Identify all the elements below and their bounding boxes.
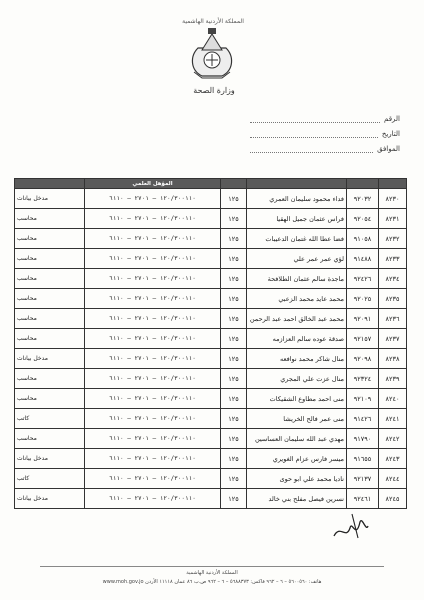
cell-grade: ١٢٥ — [221, 249, 247, 269]
cell-name: منى عمر فالح الخريشا — [247, 409, 347, 429]
cell-seq: ٨٢٣٥ — [379, 289, 407, 309]
table-row — [15, 349, 407, 369]
cell-seq: ٨٢٣٦ — [379, 309, 407, 329]
table-row — [15, 489, 407, 509]
cell-code: ٩٢٣٢٤ — [347, 369, 379, 389]
cell-code: ٩٢٠٣٢ — [347, 189, 379, 209]
date-label: التاريخ — [381, 130, 400, 138]
cell-grade: ١٢٥ — [221, 409, 247, 429]
cell-name: صدقة عوده سالم العزازمه — [247, 329, 347, 349]
table-row — [15, 189, 407, 209]
cell-seq: ٨٢٤١ — [379, 409, 407, 429]
cell-name: منال شاكر محمد نوافعه — [247, 349, 347, 369]
cell-account: ١٢٠/٣٠٠١١٠ – ٢٧٠١ – ٦١١٠ — [85, 469, 221, 489]
cell-account: ١٢٠/٣٠٠١١٠ – ٢٧٠١ – ٦١١٠ — [85, 489, 221, 509]
cell-grade: ١٢٥ — [221, 429, 247, 449]
cell-name: منال عزت علي المجري — [247, 369, 347, 389]
table-row — [15, 369, 407, 389]
cell-name: لؤي عمر عمر علي — [247, 249, 347, 269]
cell-account: ١٢٠/٣٠٠١١٠ – ٢٧٠١ – ٦١١٠ — [85, 329, 221, 349]
cell-code: ٩٢٠٥٤ — [347, 209, 379, 229]
cell-seq: ٨٢٤٤ — [379, 469, 407, 489]
cell-account: ١٢٠/٣٠٠١١٠ – ٢٧٠١ – ٦١١٠ — [85, 269, 221, 289]
cell-grade: ١٢٥ — [221, 309, 247, 329]
cell-account: ١٢٠/٣٠٠١١٠ – ٢٧٠١ – ٦١١٠ — [85, 389, 221, 409]
cell-account: ١٢٠/٣٠٠١١٠ – ٢٧٠١ – ٦١١٠ — [85, 209, 221, 229]
cell-grade: ١٢٥ — [221, 349, 247, 369]
cell-code: ٩٢١٠٩ — [347, 389, 379, 409]
jordan-emblem-icon — [184, 26, 240, 80]
correspondence-dots — [250, 146, 373, 153]
table-header-row — [15, 179, 407, 189]
table-row — [15, 249, 407, 269]
cell-name: ناديا محمد علي ابو حوى — [247, 469, 347, 489]
cell-seq: ٨٢٤٣ — [379, 449, 407, 469]
table-body — [15, 189, 407, 509]
cell-seq: ٨٢٣٤ — [379, 269, 407, 289]
cell-seq: ٨٢٣٧ — [379, 329, 407, 349]
cell-account: ١٢٠/٣٠٠١١٠ – ٢٧٠١ – ٦١١٠ — [85, 309, 221, 329]
correspondence-line — [250, 145, 400, 153]
cell-code: ٩١٠٥٨ — [347, 229, 379, 249]
date-dots — [250, 131, 378, 138]
cell-job: كاتب — [15, 409, 85, 429]
correspondence-label: الموافق — [377, 145, 400, 153]
cell-name: نسرين فيصل مفلح بني خالد — [247, 489, 347, 509]
table-row — [15, 229, 407, 249]
col-header-qualification: المؤهل العلمي — [85, 179, 221, 189]
cell-seq: ٨٢٣٩ — [379, 369, 407, 389]
cell-name: فضا عطا الله غتمان الدعيبات — [247, 229, 347, 249]
cell-grade: ١٢٥ — [221, 489, 247, 509]
cell-account: ١٢٠/٣٠٠١١٠ – ٢٧٠١ – ٦١١٠ — [85, 369, 221, 389]
cell-grade: ١٢٥ — [221, 329, 247, 349]
cell-code: ٩٢٤٦١ — [347, 489, 379, 509]
cell-code: ٩٢١٥٧ — [347, 329, 379, 349]
cell-seq: ٨٢٣٢ — [379, 229, 407, 249]
cell-grade: ١٢٥ — [221, 469, 247, 489]
cell-name: ميسر فارس عزام الغويري — [247, 449, 347, 469]
cell-grade: ١٢٥ — [221, 369, 247, 389]
cell-account: ١٢٠/٣٠٠١١٠ – ٢٧٠١ – ٦١١٠ — [85, 429, 221, 449]
cell-code: ٩٢٠٢٥ — [347, 289, 379, 309]
cell-code: ٩٢١٣٧ — [347, 469, 379, 489]
col-header-code — [347, 179, 379, 189]
cell-name: محمد عايد محمد الزعبي — [247, 289, 347, 309]
cell-name: ماجدة سالم عثمان الطلافحة — [247, 269, 347, 289]
cell-job: محاسب — [15, 249, 85, 269]
cell-code: ٩٢٠٩٨ — [347, 349, 379, 369]
cell-code: ٩١٦٥٥ — [347, 449, 379, 469]
cell-job: محاسب — [15, 309, 85, 329]
table-row — [15, 409, 407, 429]
cell-name: مهدي عبد الله سليمان العساسين — [247, 429, 347, 449]
cell-seq: ٨٢٤٥ — [379, 489, 407, 509]
cell-account: ١٢٠/٣٠٠١١٠ – ٢٧٠١ – ٦١١٠ — [85, 289, 221, 309]
col-header-seq — [379, 179, 407, 189]
cell-account: ١٢٠/٣٠٠١١٠ – ٢٧٠١ – ٦١١٠ — [85, 409, 221, 429]
cell-grade: ١٢٥ — [221, 189, 247, 209]
cell-job: محاسب — [15, 229, 85, 249]
reference-dots — [250, 116, 380, 123]
cell-grade: ١٢٥ — [221, 389, 247, 409]
cell-job: كاتب — [15, 469, 85, 489]
col-header-job — [15, 179, 85, 189]
cell-job: مدخل بيانات — [15, 489, 85, 509]
cell-grade: ١٢٥ — [221, 229, 247, 249]
cell-account: ١٢٠/٣٠٠١١٠ – ٢٧٠١ – ٦١١٠ — [85, 449, 221, 469]
table-row — [15, 209, 407, 229]
cell-account: ١٢٠/٣٠٠١١٠ – ٢٧٠١ – ٦١١٠ — [85, 189, 221, 209]
table-row — [15, 449, 407, 469]
cell-grade: ١٢٥ — [221, 269, 247, 289]
cell-code: ٩١٧٩٠ — [347, 429, 379, 449]
signature-icon — [330, 510, 370, 544]
cell-name: محمد عبد الخالق احمد عبد الرحمن — [247, 309, 347, 329]
cell-job: محاسب — [15, 369, 85, 389]
cell-code: ٩١٤٢٦ — [347, 409, 379, 429]
cell-seq: ٨٢٣٠ — [379, 189, 407, 209]
cell-name: منى احمد مطاوع الشقيكات — [247, 389, 347, 409]
reference-label: الرقم — [384, 115, 400, 123]
col-header-name — [247, 179, 347, 189]
cell-seq: ٨٢٤٢ — [379, 429, 407, 449]
table-row — [15, 389, 407, 409]
cell-seq: ٨٢٣١ — [379, 209, 407, 229]
cell-job: محاسب — [15, 389, 85, 409]
date-line — [250, 130, 400, 138]
table-row — [15, 269, 407, 289]
cell-job: محاسب — [15, 429, 85, 449]
cell-account: ١٢٠/٣٠٠١١٠ – ٢٧٠١ – ٦١١٠ — [85, 229, 221, 249]
cell-job: محاسب — [15, 269, 85, 289]
cell-job: محاسب — [15, 209, 85, 229]
cell-job: محاسب — [15, 289, 85, 309]
footer-rule — [40, 566, 384, 567]
cell-grade: ١٢٥ — [221, 209, 247, 229]
footer-line-1: المملكة الأردنية الهاشمية — [186, 570, 238, 576]
cell-account: ١٢٠/٣٠٠١١٠ – ٢٧٠١ – ٦١١٠ — [85, 349, 221, 369]
cell-name: فراس عثمان جميل الهقيا — [247, 209, 347, 229]
cell-code: ٩٢٠٩١ — [347, 309, 379, 329]
cell-grade: ١٢٥ — [221, 289, 247, 309]
cell-code: ٩٢٤٢٦ — [347, 269, 379, 289]
cell-job: مدخل بيانات — [15, 349, 85, 369]
table-row — [15, 429, 407, 449]
reference-number-line — [250, 115, 400, 123]
footer-line-2: هاتف: ٥٦٠٠٥٦٠ – ٦ – ٩٦٢ فاكس: ٥٦٨٨٣٧٣ – ٦ – ٩٦٢ ص.ب ٨٦ عمان ١١١١٨ الأردن www.moh.gov.jo — [102, 579, 322, 585]
table-row — [15, 469, 407, 489]
cell-code: ٩١٤٨٨ — [347, 249, 379, 269]
cell-seq: ٨٢٤٠ — [379, 389, 407, 409]
table-row — [15, 289, 407, 309]
cell-seq: ٨٢٣٨ — [379, 349, 407, 369]
table-row — [15, 329, 407, 349]
kingdom-motto: المملكة الأردنية الهاشمية — [182, 18, 244, 25]
cell-job: مدخل بيانات — [15, 449, 85, 469]
cell-name: فداء محمود سليمان العمري — [247, 189, 347, 209]
cell-account: ١٢٠/٣٠٠١١٠ – ٢٧٠١ – ٦١١٠ — [85, 249, 221, 269]
col-header-grade — [221, 179, 247, 189]
cell-job: مدخل بيانات — [15, 189, 85, 209]
cell-grade: ١٢٥ — [221, 449, 247, 469]
ministry-name: وزارة الصحة — [193, 86, 235, 95]
cell-seq: ٨٢٣٣ — [379, 249, 407, 269]
cell-job: محاسب — [15, 329, 85, 349]
table-row — [15, 309, 407, 329]
employees-table — [14, 178, 407, 509]
